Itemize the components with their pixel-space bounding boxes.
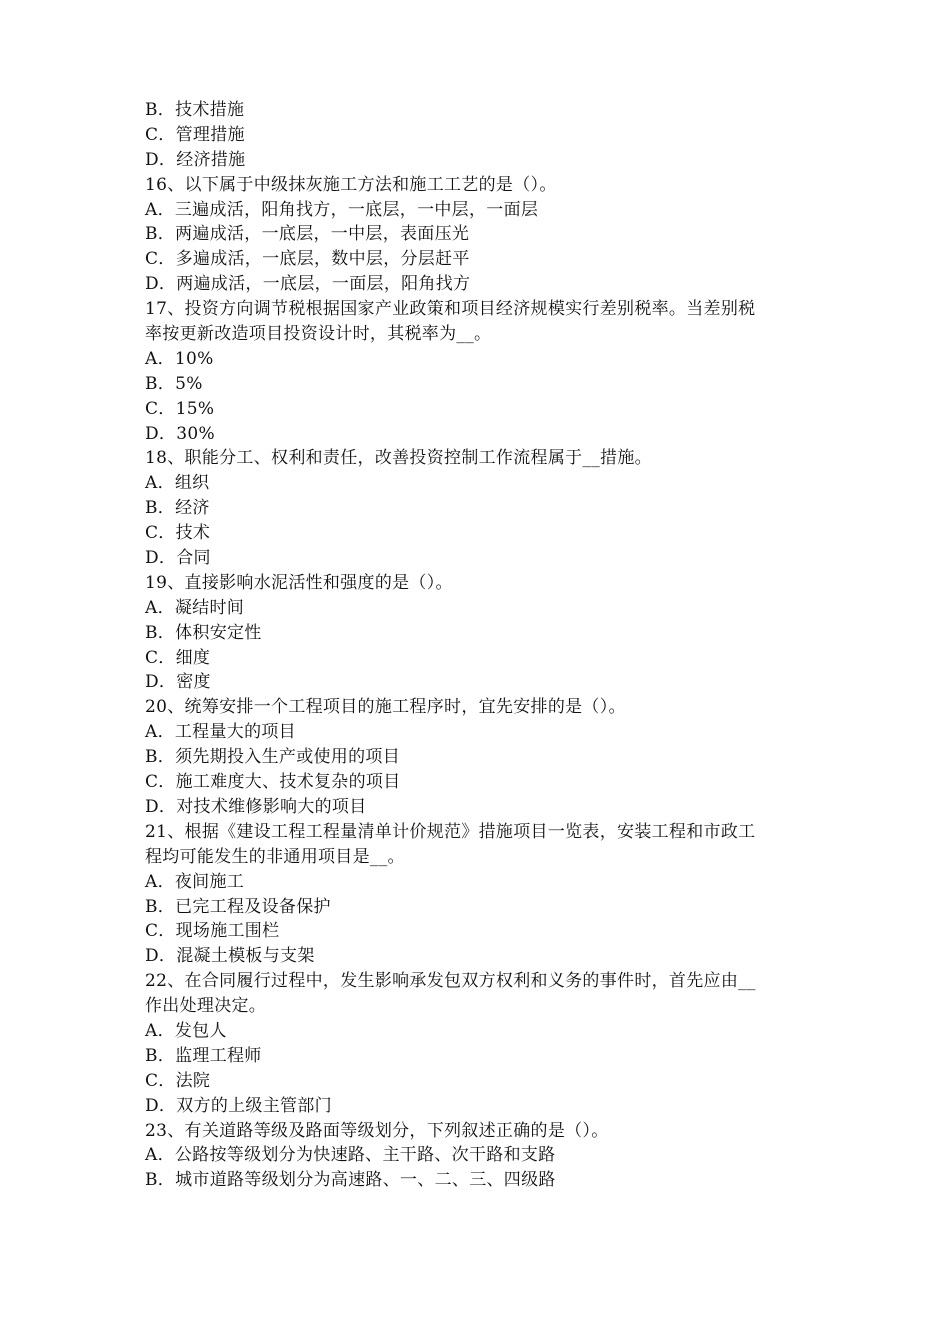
question-21-line-2: 程均可能发生的非通用项目是__。 bbox=[145, 846, 405, 867]
option-c-q15: C．管理措施 bbox=[145, 124, 245, 145]
option-c-q22: C．法院 bbox=[145, 1070, 211, 1091]
option-d-q16: D．两遍成活，一底层，一面层，阳角找方 bbox=[145, 274, 471, 295]
option-d-q21: D．混凝土模板与支架 bbox=[145, 946, 315, 967]
option-c-q17: C．15% bbox=[145, 398, 215, 419]
question-18: 18、职能分工、权利和责任，改善投资控制工作流程属于__措施。 bbox=[145, 448, 652, 469]
option-b-q23: B．城市道路等级划分为高速路、一、二、三、四级路 bbox=[145, 1170, 556, 1191]
option-b-q21: B．已完工程及设备保护 bbox=[145, 896, 331, 917]
question-17-line-2: 率按更新改造项目投资设计时，其税率为__。 bbox=[145, 324, 492, 345]
option-b-q19: B．体积安定性 bbox=[145, 622, 262, 643]
option-a-q18: A．组织 bbox=[145, 473, 210, 494]
option-d-q15: D．经济措施 bbox=[145, 149, 246, 170]
option-a-q20: A．工程量大的项目 bbox=[145, 722, 296, 743]
option-b-q22: B．监理工程师 bbox=[145, 1045, 262, 1066]
option-b-q15: B．技术措施 bbox=[145, 100, 245, 120]
question-21-line-1: 21、根据《建设工程工程量清单计价规范》措施项目一览表，安装工程和市政工 bbox=[145, 821, 756, 842]
option-c-q19: C．细度 bbox=[145, 647, 211, 668]
option-d-q20: D．对技术维修影响大的项目 bbox=[145, 796, 367, 817]
option-d-q17: D．30% bbox=[145, 423, 215, 444]
option-a-q16: A．三遍成活，阳角找方，一底层，一中层，一面层 bbox=[145, 199, 539, 220]
option-a-q17: A．10% bbox=[145, 348, 214, 369]
option-b-q18: B．经济 bbox=[145, 498, 210, 519]
option-a-q21: A．夜间施工 bbox=[145, 871, 245, 892]
option-c-q21: C．现场施工围栏 bbox=[145, 921, 280, 942]
option-c-q20: C．施工难度大、技术复杂的项目 bbox=[145, 772, 401, 793]
option-a-q22: A．发包人 bbox=[145, 1020, 227, 1041]
option-c-q16: C．多遍成活，一底层，数中层，分层赶平 bbox=[145, 249, 470, 270]
question-23: 23、有关道路等级及路面等级划分，下列叙述正确的是（）。 bbox=[145, 1120, 609, 1141]
option-c-q18: C．技术 bbox=[145, 523, 211, 544]
question-16: 16、以下属于中级抹灰施工方法和施工工艺的是（）。 bbox=[145, 174, 557, 195]
question-19: 19、直接影响水泥活性和强度的是（）。 bbox=[145, 572, 453, 593]
option-b-q17: B．5% bbox=[145, 373, 203, 394]
option-b-q20: B．须先期投入生产或使用的项目 bbox=[145, 747, 400, 768]
question-20: 20、统筹安排一个工程项目的施工程序时，宜先安排的是（）。 bbox=[145, 697, 626, 718]
option-b-q16: B．两遍成活，一底层，一中层，表面压光 bbox=[145, 224, 470, 245]
option-d-q22: D．双方的上级主管部门 bbox=[145, 1095, 332, 1116]
document-page bbox=[145, 98, 815, 1193]
option-a-q23: A．公路按等级划分为快速路、主干路、次干路和支路 bbox=[145, 1145, 556, 1166]
question-22-line-2: 作出处理决定。 bbox=[145, 996, 267, 1017]
option-a-q19: A．凝结时间 bbox=[145, 597, 245, 618]
option-d-q19: D．密度 bbox=[145, 672, 211, 693]
option-d-q18: D．合同 bbox=[145, 548, 211, 569]
question-22-line-1: 22、在合同履行过程中，发生影响承发包双方权利和义务的事件时，首先应由__ bbox=[145, 971, 756, 992]
question-17-line-1: 17、投资方向调节税根据国家产业政策和项目经济规模实行差别税率。当差别税 bbox=[145, 299, 756, 320]
